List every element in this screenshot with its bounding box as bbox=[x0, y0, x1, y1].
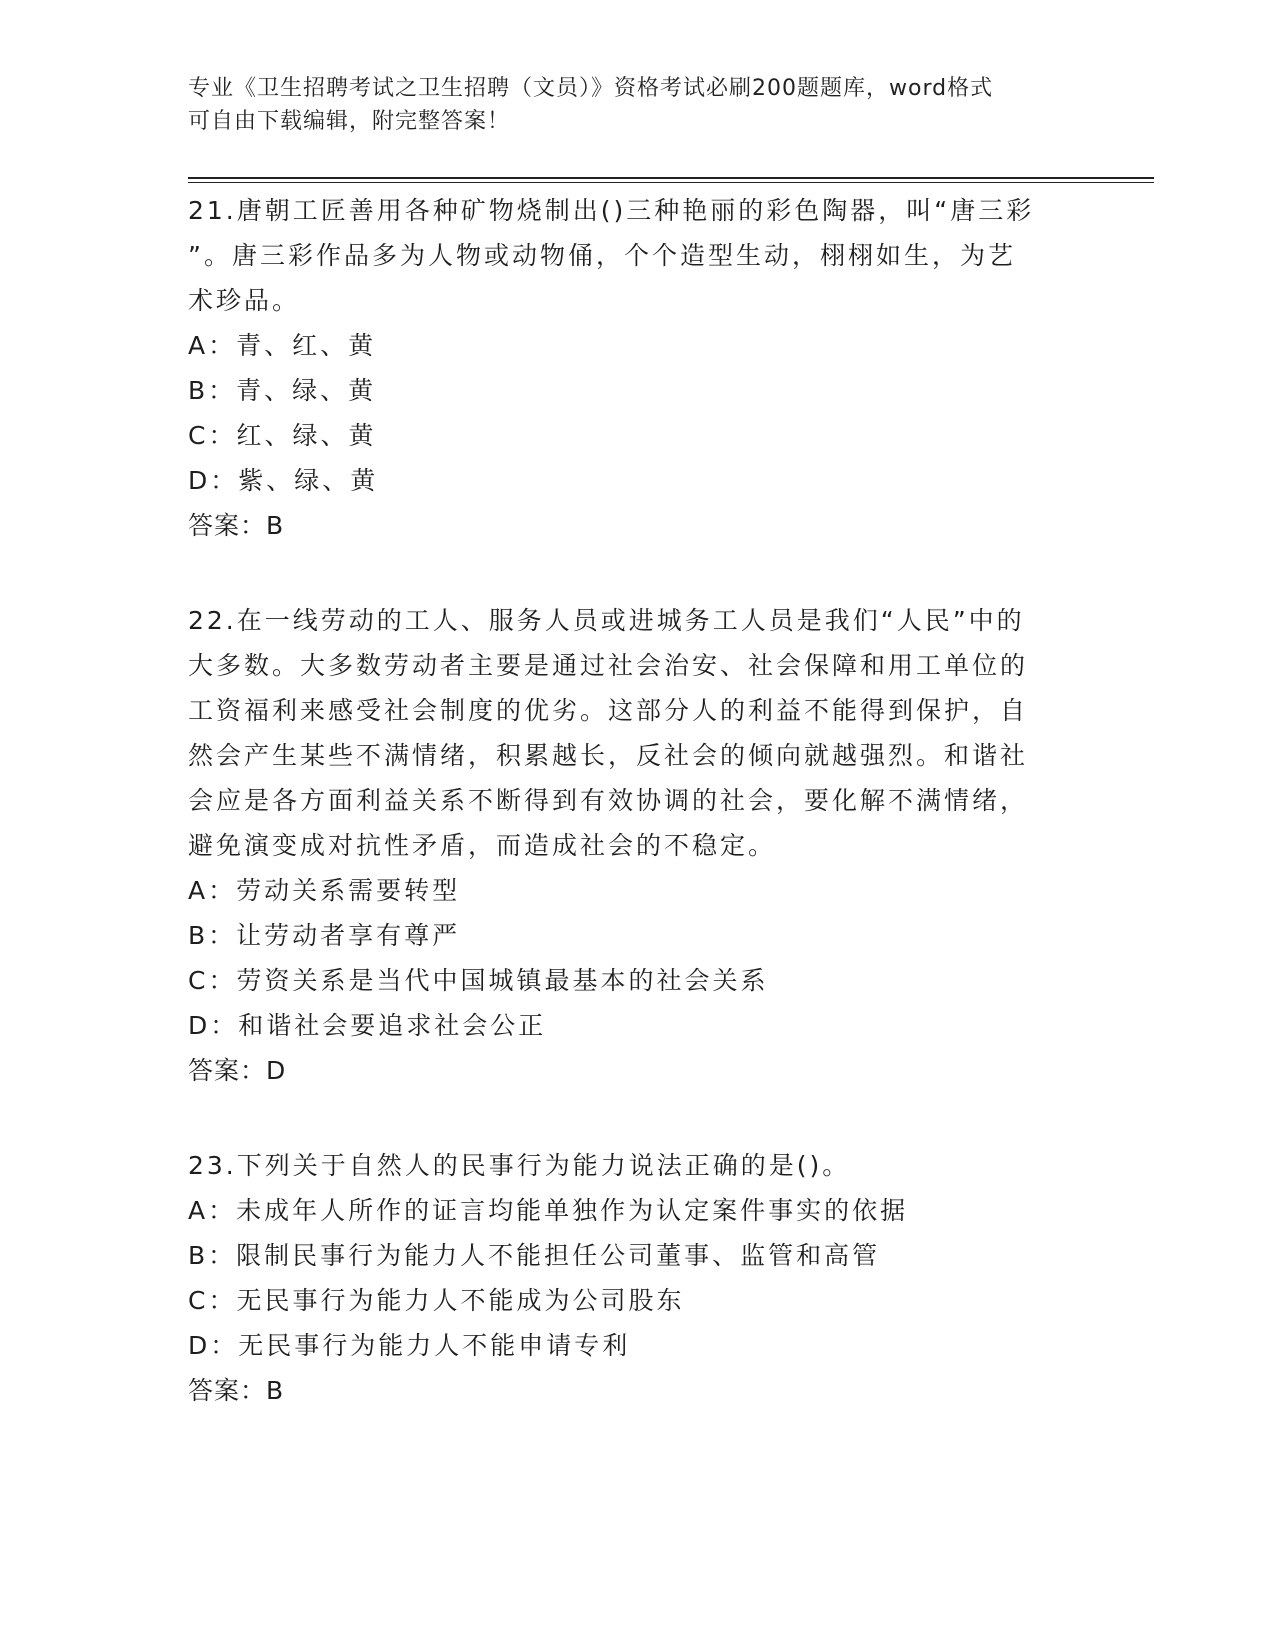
answer-line bbox=[188, 1368, 1088, 1413]
option-d: D：和谐社会要追求社会公正 bbox=[188, 1011, 547, 1040]
answer-value: B bbox=[266, 1376, 285, 1405]
question-stem-line: 工资福利来感受社会制度的优劣。这部分人的利益不能得到保护，自 bbox=[188, 696, 1029, 725]
question-stem-line: 会应是各方面利益关系不断得到有效协调的社会，要化解不满情绪， bbox=[188, 786, 1029, 815]
question-stem-line: 大多数。大多数劳动者主要是通过社会治安、社会保障和用工单位的 bbox=[188, 651, 1029, 680]
header-divider-thick bbox=[188, 177, 1154, 179]
option-b: B：限制民事行为能力人不能担任公司董事、监管和高管 bbox=[188, 1241, 881, 1270]
question-stem-line: 22.在一线劳动的工人、服务人员或进城务工人员是我们“人民”中的 bbox=[188, 606, 1025, 635]
option-b: B：让劳动者享有尊严 bbox=[188, 921, 461, 950]
question-stem-line: ”。唐三彩作品多为人物或动物俑，个个造型生动，栩栩如生，为艺 bbox=[188, 241, 1016, 270]
question-21 bbox=[188, 188, 1088, 548]
option-d: D：紫、绿、黄 bbox=[188, 466, 379, 495]
option-a: A：青、红、黄 bbox=[188, 331, 377, 360]
answer-line bbox=[188, 503, 1088, 548]
question-22 bbox=[188, 598, 1088, 1093]
answer-label: 答案： bbox=[188, 1376, 267, 1405]
answer-label: 答案： bbox=[188, 1056, 267, 1085]
option-a: A：劳动关系需要转型 bbox=[188, 876, 461, 905]
answer-label: 答案： bbox=[188, 511, 267, 540]
question-stem-line: 21.唐朝工匠善用各种矿物烧制出()三种艳丽的彩色陶器，叫“唐三彩 bbox=[188, 196, 1035, 225]
answer-value: D bbox=[266, 1056, 287, 1085]
document-header bbox=[188, 72, 1088, 138]
option-c: C：劳资关系是当代中国城镇最基本的社会关系 bbox=[188, 966, 769, 995]
header-line-1: 专业《卫生招聘考试之卫生招聘（文员）》资格考试必刷200题题库，word格式 bbox=[188, 76, 994, 101]
question-stem-line: 然会产生某些不满情绪，积累越长，反社会的倾向就越强烈。和谐社 bbox=[188, 741, 1029, 770]
answer-line bbox=[188, 1048, 1088, 1093]
question-stem-line: 避免演变成对抗性矛盾，而造成社会的不稳定。 bbox=[188, 831, 777, 860]
option-d: D：无民事行为能力人不能申请专利 bbox=[188, 1331, 631, 1360]
answer-value: B bbox=[266, 511, 285, 540]
option-c: C：红、绿、黄 bbox=[188, 421, 377, 450]
question-23 bbox=[188, 1143, 1088, 1413]
header-divider-thin bbox=[188, 182, 1154, 183]
header-line-2: 可自由下载编辑，附完整答案！ bbox=[188, 109, 511, 134]
option-c: C：无民事行为能力人不能成为公司股东 bbox=[188, 1286, 685, 1315]
option-b: B：青、绿、黄 bbox=[188, 376, 377, 405]
question-stem-line: 23.下列关于自然人的民事行为能力说法正确的是()。 bbox=[188, 1151, 851, 1180]
option-a: A：未成年人所作的证言均能单独作为认定案件事实的依据 bbox=[188, 1196, 909, 1225]
question-stem-line: 术珍品。 bbox=[188, 286, 301, 315]
